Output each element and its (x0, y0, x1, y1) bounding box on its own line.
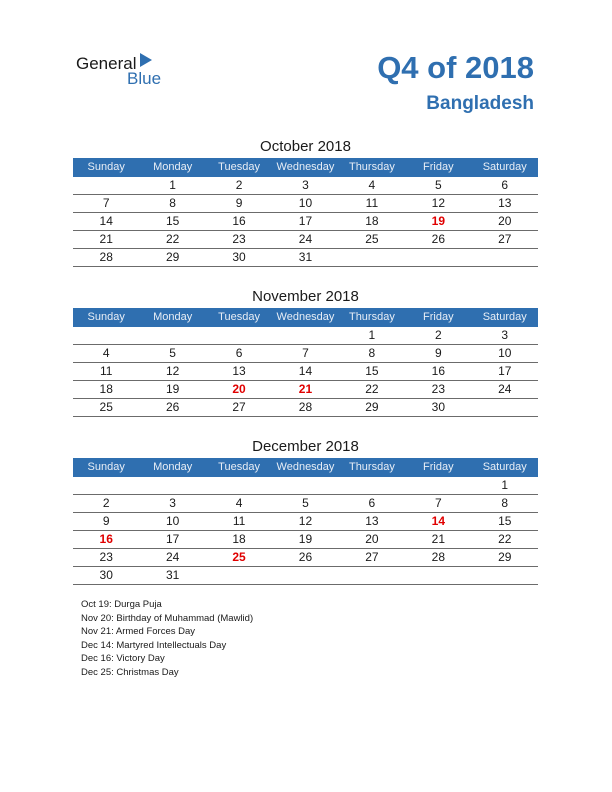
holiday-note: Nov 21: Armed Forces Day (81, 626, 196, 638)
weekday-label: Friday (423, 311, 454, 323)
day-cell: 29 (365, 400, 379, 414)
day-cell: 2 (102, 496, 110, 510)
weekday-label: Tuesday (218, 161, 260, 173)
week-row (73, 381, 538, 399)
day-cell (472, 567, 538, 584)
day-cell: 23 (232, 232, 246, 246)
day-cell: 7 (302, 346, 309, 360)
weekday-header (73, 458, 538, 477)
day-cell: 30 (232, 250, 246, 264)
day-cell: 14 (431, 514, 445, 528)
day-cell: 22 (365, 382, 379, 396)
day-cell (339, 249, 405, 266)
day-cell: 18 (99, 382, 113, 396)
day-cell: 6 (235, 346, 243, 360)
month-calendar (73, 286, 538, 417)
day-cell (73, 177, 139, 194)
day-cell: 22 (498, 532, 512, 546)
weekday-label: Wednesday (276, 311, 335, 323)
week-row (73, 345, 538, 363)
day-cell: 25 (232, 550, 246, 564)
day-cell: 6 (501, 178, 509, 192)
day-cell: 27 (365, 550, 379, 564)
day-cell: 18 (365, 214, 379, 228)
day-cell: 9 (434, 346, 442, 360)
day-cell: 5 (434, 178, 442, 192)
day-cell: 2 (434, 328, 442, 342)
day-cell: 15 (498, 514, 512, 528)
day-cell (272, 327, 338, 344)
day-cell: 8 (368, 346, 376, 360)
week-row (73, 231, 538, 249)
day-cell: 12 (298, 514, 313, 528)
day-cell (73, 327, 139, 344)
day-cell: 3 (501, 328, 509, 342)
day-cell: 2 (235, 178, 243, 192)
day-cell (405, 567, 471, 584)
day-cell: 23 (99, 550, 113, 564)
week-row (73, 327, 538, 345)
day-cell: 29 (498, 550, 512, 564)
day-cell (139, 477, 205, 494)
day-cell (472, 399, 538, 416)
weekday-header (73, 158, 538, 177)
weekday-label: Friday (423, 461, 454, 473)
month-title: October 2018 (260, 138, 351, 155)
day-cell: 23 (431, 382, 445, 396)
holiday-note: Nov 20: Birthday of Muhammad (Mawlid) (81, 612, 254, 624)
week-row (73, 513, 538, 531)
week-row (73, 567, 538, 585)
day-cell: 31 (165, 568, 180, 582)
day-cell: 12 (165, 364, 180, 378)
day-cell: 7 (434, 496, 442, 510)
week-row (73, 477, 538, 495)
day-cell: 18 (232, 532, 246, 546)
day-cell: 25 (99, 400, 113, 414)
day-cell: 21 (298, 382, 313, 396)
week-row (73, 177, 538, 195)
day-cell: 6 (368, 496, 376, 510)
weekday-label: Thursday (348, 311, 395, 323)
day-cell (206, 567, 272, 584)
day-cell: 22 (165, 232, 180, 246)
day-cell: 10 (498, 346, 512, 360)
day-cell: 11 (365, 196, 379, 210)
week-row (73, 195, 538, 213)
day-cell: 26 (165, 400, 180, 414)
weekday-label: Sunday (87, 461, 125, 473)
week-row (73, 531, 538, 549)
day-cell: 24 (165, 550, 180, 564)
day-cell: 17 (165, 532, 180, 546)
day-cell: 16 (232, 214, 246, 228)
day-cell: 20 (232, 382, 246, 396)
day-cell: 17 (298, 214, 313, 228)
day-cell: 3 (169, 496, 176, 510)
day-cell: 28 (99, 250, 113, 264)
day-cell: 27 (232, 400, 246, 414)
logo-flag-icon (140, 53, 152, 67)
day-cell (272, 477, 338, 494)
day-cell: 14 (99, 214, 113, 228)
page-title: Q4 of 2018 (377, 50, 534, 85)
logo-word-blue: Blue (127, 69, 162, 88)
day-cell: 8 (169, 196, 176, 210)
weekday-label: Thursday (348, 461, 395, 473)
day-cell: 5 (302, 496, 309, 510)
day-cell (73, 477, 139, 494)
month-calendar (73, 436, 538, 585)
day-cell: 13 (498, 196, 512, 210)
day-cell: 17 (498, 364, 512, 378)
day-cell: 26 (298, 550, 313, 564)
weekday-label: Monday (153, 311, 193, 323)
day-cell: 1 (501, 478, 509, 492)
holiday-note: Dec 25: Christmas Day (81, 666, 179, 678)
weekday-label: Monday (153, 461, 193, 473)
day-cell (206, 477, 272, 494)
day-cell: 10 (298, 196, 313, 210)
day-cell (339, 477, 405, 494)
day-cell: 31 (298, 250, 313, 264)
weekday-label: Sunday (87, 311, 125, 323)
day-cell: 30 (431, 400, 445, 414)
day-cell: 11 (232, 514, 246, 528)
day-cell: 25 (365, 232, 379, 246)
day-cell: 19 (431, 214, 445, 228)
weekday-label: Saturday (482, 161, 527, 173)
weekday-label: Sunday (87, 161, 125, 173)
day-cell (272, 567, 338, 584)
day-cell: 10 (165, 514, 180, 528)
day-cell: 28 (298, 400, 313, 414)
day-cell (405, 477, 471, 494)
week-row (73, 549, 538, 567)
holiday-list (81, 598, 253, 680)
day-cell: 11 (99, 364, 113, 378)
weekday-label: Wednesday (276, 161, 335, 173)
day-cell: 24 (298, 232, 313, 246)
country-name: Bangladesh (426, 93, 534, 114)
week-row (73, 249, 538, 267)
day-cell: 7 (102, 196, 110, 210)
day-cell: 15 (165, 214, 180, 228)
weekday-label: Monday (153, 161, 193, 173)
day-cell: 1 (169, 178, 176, 192)
day-cell (139, 327, 205, 344)
day-cell: 26 (431, 232, 445, 246)
day-cell: 21 (99, 232, 113, 246)
day-cell: 30 (99, 568, 113, 582)
weekday-label: Tuesday (218, 311, 260, 323)
day-cell: 1 (368, 328, 376, 342)
holiday-note: Dec 14: Martyred Intellectuals Day (81, 639, 227, 651)
day-cell: 14 (298, 364, 313, 378)
day-cell: 19 (165, 382, 180, 396)
month-title: December 2018 (252, 438, 359, 455)
day-cell: 27 (498, 232, 512, 246)
day-cell (206, 327, 272, 344)
day-cell: 19 (298, 532, 313, 546)
day-cell (405, 249, 471, 266)
day-cell: 29 (165, 250, 180, 264)
day-cell: 24 (498, 382, 512, 396)
day-cell: 4 (368, 178, 376, 192)
logo-word-general: General (76, 54, 137, 73)
weekday-header (73, 308, 538, 327)
week-row (73, 495, 538, 513)
day-cell: 4 (102, 346, 110, 360)
day-cell: 28 (431, 550, 445, 564)
day-cell: 9 (235, 196, 243, 210)
day-cell: 15 (365, 364, 379, 378)
weekday-label: Saturday (482, 461, 527, 473)
week-row (73, 363, 538, 381)
week-row (73, 213, 538, 231)
weekday-label: Thursday (348, 161, 395, 173)
day-cell: 21 (431, 532, 445, 546)
weekday-label: Saturday (482, 311, 527, 323)
day-cell: 20 (498, 214, 512, 228)
day-cell: 8 (501, 496, 509, 510)
day-cell: 5 (169, 346, 176, 360)
holiday-note: Oct 19: Durga Puja (81, 599, 162, 610)
weekday-label: Wednesday (276, 461, 335, 473)
month-calendar (73, 136, 538, 267)
day-cell (472, 249, 538, 266)
month-title: November 2018 (252, 288, 359, 305)
day-cell: 16 (431, 364, 445, 378)
weekday-label: Tuesday (218, 461, 260, 473)
day-cell: 3 (302, 178, 309, 192)
day-cell: 20 (365, 532, 379, 546)
weekday-label: Friday (423, 161, 454, 173)
day-cell: 16 (99, 532, 113, 546)
holiday-note: Dec 16: Victory Day (81, 653, 165, 665)
day-cell: 13 (365, 514, 379, 528)
generalblue-logo (76, 52, 176, 92)
day-cell: 9 (102, 514, 110, 528)
week-row (73, 399, 538, 417)
day-cell: 4 (235, 496, 243, 510)
day-cell: 13 (232, 364, 246, 378)
day-cell: 12 (431, 196, 445, 210)
day-cell (339, 567, 405, 584)
